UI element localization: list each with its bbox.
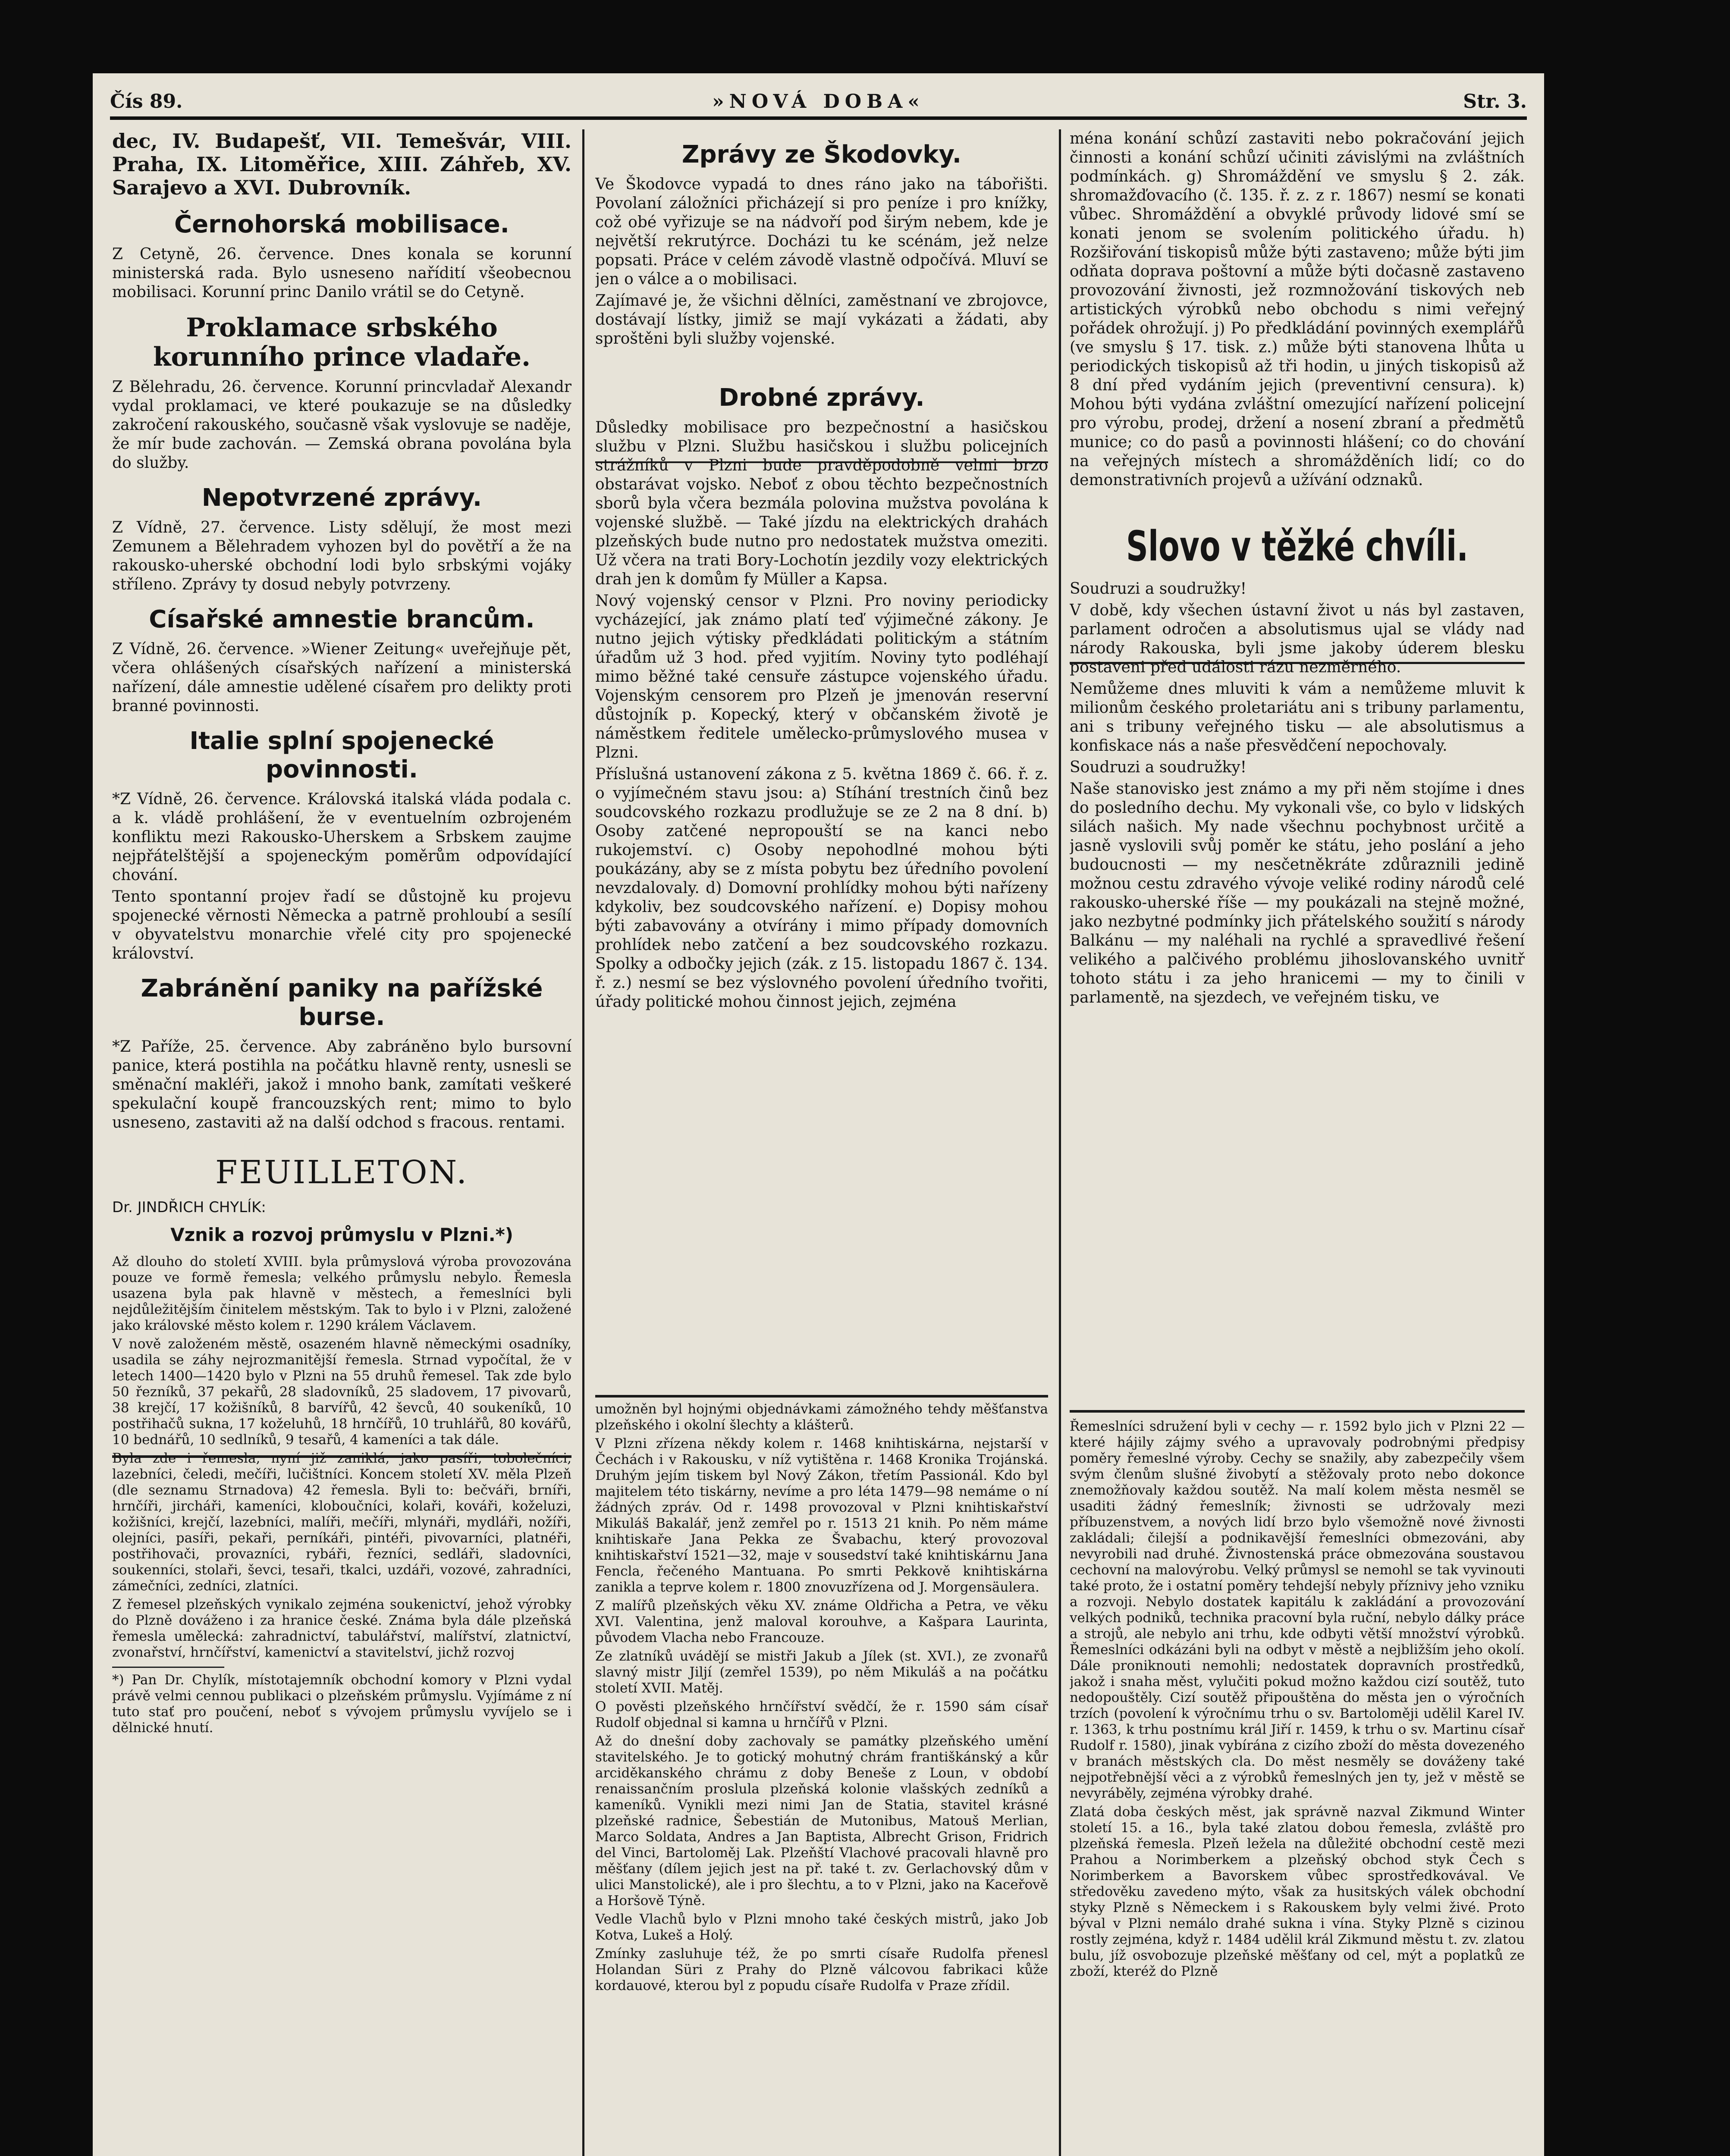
feuilleton-paragraph: Řemeslníci sdružení byli v cechy — r. 1592 bylo jich v Plzni 22 — které hájily zájmy svého a upravovaly podrobnými předpisy poměry řemeslné výroby. Cechy se snažily, aby zabezpečily všem svým členům slušné živobytí a stěžovaly proto nebo dokonce znemožňovaly každou soutěž. Na malí kolem města nesměl se usaditi žádný řemeslník; živnosti se udržovaly mezi příbuzenstvem, a nových lidí brzo bylo všemožně nové živnosti zakládali; čilejší a podnikavější řemeslníci obmezováni, aby nevyrobili nad druhé. Živnostenská práce obmezována soustavou cechovní na malovýrobu. Velký průmysl se nemohl se tak vyvinouti také proto, že i ostatní poměry tehdejší nebyly příznivy jeho vzniku a rozvoji. Nebylo dostatek kapitálu k zakládání a provozování velkých podniků, technika pracovní byla ruční, nebylo dálky práce a strojů, ale nebylo ani trhu, kde odbyti větší množství výrobků. Řemeslníci odkázáni byli na odbyt v městě a nejbližším jeho okolí. Dále proniknouti nemohli; nedostatek dopravních prostředků, jakož i snaha měst, vylučiti pokud možno každou cizí soutěž, tuto nedopouštěly. Cizí soutěž připouštěna do města jen o výročních trzích (povolení k výročnímu trhu o sv. Bartoloměji udělil Karel IV. r. 1363, k trhu postnímu král Jiří r. 1459, k trhu o sv. Martinu císař Rudolf r. 1580), jinak vybírána z cizího zboží do města dovezeného v branách městských cla. Do měst nesměly se dováženy také nejpotřebnější věci a z výrobků řemeslných jen ty, jež v městě se nevyráběly, zejména výrobky drahé. (1070, 1419, 1525, 1801)
article-italy-2: Tento spontanní projev řadí se důstojně ku projevu spojenecké věrnosti Německa a patrně prohloubí a sesílí v obyvatelstvu monarchie vřelé city pro spojenecké království. (112, 888, 571, 962)
feuilleton-paragraph: Až do dnešní doby zachovaly se památky plzeňského umění stavitelského. Je to gotický mohutný chrám františkánský a kůr arciděkanského chrámu z doby Beneše z Loun, v období renaissančním proslula plzeňská kolonie vlašských zedníků a kameníků. Vynikli mezi nimi Jan de Statia, stavitel krásné plzeňské radnice, Šebestián de Mutonibus, Matouš Merlian, Marco Soldata, Andres a Jan Baptista, Albrecht Grison, Fridrich del Vinci, Bartoloměj Lak. Plzeňští Vlachové pracovali hlavně pro měšťany (dílem jejich jest na př. také t. zv. Gerlachovský dům v ulici Manstolické), ale i pro šlechtu, a to v Plzni, jako na Kaceřově a Horšově Týně. (595, 1733, 1048, 1908)
feuilleton-paragraph: O pověsti plzeňského hrnčířství svědčí, že r. 1590 sám císař Rudolf objednal si kamna u hrnčířů v Plzni. (595, 1699, 1048, 1730)
headline-amnesty: Císařské amnestie brancům. (149, 605, 535, 633)
column-c (1070, 129, 1525, 1423)
feuilleton-paragraph: Vedle Vlachů bylo v Plzni mnoho také českých mistrů, jako Job Kotva, Lukeš a Holý. (595, 1912, 1048, 1943)
appeal-paragraph: Naše stanovisko jest známo a my při něm stojíme i dnes do posledního dechu. My vykonali vše, co bylo v lidských silách našich. My nade všechnu pochybnost určitě a jasně vyslovili svůj poměr ke státu, jeho poslání a jeho budoucnosti — my nesčetněkráte zdůraznili jedině možnou cestu zdravého vývoje veliké rodiny národů celé rakousko-uherské říše — my poukázali na stejně možné, jako nezbytné podmínky jich přátelského soužití s národy Balkánu — my naléhali na rychlé a spravedlivé řešení velikého a palčivého problému jihoslovanského uvnitř tohoto státu i za jeho hranicemi — my to činili v parlamentě, na sjezdech, ve veřejném tisku, ve (1070, 780, 1525, 1006)
feuilleton-paragraph: V nově založeném městě, osazeném hlavně německými osadníky, usadila se záhy nejrozmanitější řemesla. Strnad vypočítal, že v letech 1400—1420 bylo v Plzni na 55 druhů řemesel. Tak zde bylo 50 řezníků, 37 pekařů, 28 sladovníků, 25 sladovem, 17 pivovarů, 38 krejčí, 17 kožišníků, 8 barvířů, 42 ševců, 40 soukeníků, 10 postřihačů sukna, 17 koželuhů, 18 hrnčířů, 10 truhlářů, 80 kovářů, 10 bednářů, 10 sedlníků, 9 tesařů, 4 kameníci a tak dále. (112, 1336, 571, 1448)
headline-proclamation: Proklamace srbského korunního prince vladaře. (153, 313, 531, 372)
feuilleton-paragraph: Z malířů plzeňských věku XV. známe Oldřicha a Petra, ve věku XVI. Valentina, jenž maloval korouhve, a Kašpara Laurinta, původem Vlacha nebo Francouze. (595, 1598, 1048, 1645)
headline-word-in-hard-times: Slovo v těžké chvíli. (1126, 522, 1469, 570)
column-c-feuilleton (1070, 1419, 1525, 2156)
headline-paris: Zabránění paniky na pařížské burse. (141, 975, 543, 1031)
headline-brief-news: Drobné zprávy. (719, 384, 925, 412)
headline-montenegro: Černohorská mobilisace. (174, 210, 509, 238)
brief-law: Příslušná ustanovení zákona z 5. května 1869 č. 66. ř. z. o vyjímečném stavu jsou: a) Stíhání trestních činů bez soudcovského rozkazu prodlužuje se ze 2 na 8 dní. b) Osoby zatčené nepropouští se na kanci nebo rukojemství. c) Osoby nepohodlné mohou býti poukázány, aby se z místa pobytu bez úředního povolení nevzdalovaly. d) Domovní prohlídky mohou býti nařízeny kdykoliv, bez soudcovského nařízení. e) Dopisy mohou býti zabavovány a otvírány i mimo případy domovních prohlídek nebo zatčení a bez soudcovského rozkazu. Spolky a odbočky jejich (zák. z 15. listopadu 1867 č. 134. ř. z.) nesmí se bez výslovného povolení úředního tvořiti, úřady politické mohou činnost jejich, zejména (595, 765, 1048, 1011)
article-montenegro: Z Cetyně, 26. července. Dnes konala se korunní ministerská rada. Bylo usneseno nařídití všeobecnou mobilisaci. Korunní princ Danilo vrátil se do Cetyně. (112, 245, 571, 301)
article-italy-1: *Z Vídně, 26. července. Královská italská vláda podala c. a k. vládě prohlášení, že v eventuelním ozbrojeném konfliktu mezi Rakousko-Uherskem a Srbskem zaujme nejpřátelštější a spojeneckým poměrům odpovídající chování. (112, 790, 571, 884)
article-skodovka-1: Ve Škodovce vypadá to dnes ráno jako na tábořišti. Povolaní záložníci přicházejí si pro peníze i pro knížky, což obé vyřizuje se na nádvoří pod širým nebem, kde je největší rekrutýrce. Docházi tu ke scénám, jež nelze popsati. Práce v celém závodě vlastně odpočívá. Mluví se jen o válce a o mobilisaci. (595, 175, 1048, 288)
headline-unconfirmed: Nepotvrzené zprávy. (201, 484, 482, 512)
appeal-paragraph: V době, kdy všechen ústavní život u nás byl zastaven, parlament odročen a absolutismus ujal se vlády nad národy Rakouska, byli jsme jakoby úderem blesku postaveni před události rázu nezměrného. (1070, 602, 1525, 676)
feuilleton-paragraph: Ze zlatníků uvádějí se mistři Jakub a Jílek (st. XVI.), ze zvonařů slavný mistr Jiljí (zemřel 1539), po něm Mikuláš a na počátku století XVII. Matěj. (595, 1648, 1048, 1696)
list-continued: dec, IV. Budapešť, VII. Temešvár, VIII. Praha, IX. Litoměřice, XIII. Záhřeb, XV. Sarajevo a XVI. Dubrovník. (112, 129, 571, 199)
feuilleton-paragraph: Až dlouho do století XVIII. byla průmyslová výroba provozována pouze ve formě řemesla; velkého průmyslu nebylo. Řemesla usazena byla pak hlavně v městech, a řemeslníci byli nejdůležitějším činitelem městským. Tak to bylo i v Plzni, založené jako královské město kolem r. 1290 králem Václavem. (112, 1254, 571, 1333)
feuilleton-paragraph: V Plzni zřízena někdy kolem r. 1468 knihtiskárna, nejstarší v Čechách i v Rakousku, v níž vytištěna r. 1468 Kronika Trojánská. Druhým jejím tiskem byl Nový Zákon, třetím Passionál. Kdo byl majitelem této tiskárny, nevíme a pro léta 1479—98 nemáme o ní žádných zpráv. Od r. 1498 provozoval v Plzni knihtiskařství Mikuláš Bakalář, jenž zemřel po r. 1513 21 knih. Po něm máme knihtiskaře Jana Pekka ze Švabachu, který provozoval knihtiskařství 1521—32, maje v sousedství také knihtiskárnu Jana Fencla, řečeného Mantuana. Po smrti Pekkově knihtiskárna zanikla a teprve kolem r. 1800 znovuzřízena od J. Morgensäulera. (595, 1436, 1048, 1595)
feuilleton-paragraph: Byla zde i řemesla, nyní již zaniklá, jako pasíři, tobolečníci, lazebníci, čeledi, mečíři, lučištníci. Koncem století XV. měla Plzeň (dle seznamu Strnadova) 42 řemesla. Byli to: bečváři, brníři, hrnčíři, jircháři, kameníci, kloboučníci, kolaři, kováři, koželuzi, kožišníci, krejčí, lazebníci, malíři, mečíři, mlynáři, mydláři, nožíři, olejníci, pasíři, pekaři, perníkáři, pintéři, pivovarníci, platnéři, postřihovači, provazníci, rybáři, řezníci, sedláři, sladovníci, soukenníci, stolaři, ševci, tesaři, tkalci, uzdáři, vozové, zahradníci, zámečníci, zedníci, zlatníci. (112, 1451, 571, 1594)
feuilleton-paragraph: Zmínky zasluhuje též, že po smrti císaře Rudolfa přenesl Holandan Süri z Prahy do Plzně válcovou fabrikaci kůže kordauové, kterou byl z popudu císaře Rudolfa v Praze zřídil. (595, 1946, 1048, 1993)
issue-number: Čís 89. (110, 91, 183, 113)
appeal-paragraph: Nemůžeme dnes mluviti k vám a nemůžeme mluvit k milionům českého proletariátu ani s tribuny parlamentu, ani s tribuny veřejného tisku — ale absolutismus a konfiskace nás a naše přesvědčení nepochovaly. (1070, 680, 1525, 755)
article-proclamation: Z Bělehradu, 26. července. Korunní princvladař Alexandr vydal proklamaci, ve které poukazuje se na důsledky zakročení rakouského, současně však vyslovuje se naděje, že mír bude zachován. — Zemská obrana povolána byla do služby. (112, 378, 571, 472)
newspaper-page (93, 73, 1544, 2156)
page-number: Str. 3. (1463, 91, 1527, 113)
headline-italy: Italie splní spojenecké povinnosti. (189, 727, 494, 783)
feuilleton-paragraph: umožněn byl hojnými objednávkami zámožného tehdy měšťanstva plzeňského i okolní šlechty a klášterů. (595, 1401, 1048, 1433)
feuilleton-heading: FEUILLETON. (215, 1154, 468, 1191)
feuilleton-title: Vznik a rozvoj průmyslu v Plzni.*) (170, 1224, 513, 1245)
column-b (595, 129, 1048, 1388)
salutation: Soudruzi a soudružky! (1070, 580, 1247, 598)
feuilleton-author: Dr. JINDŘICH CHYLÍK: (112, 1199, 266, 1216)
footnote: *) Pan Dr. Chylík, místotajemník obchodní komory v Plzni vydal právě velmi cennou publikaci o plzeňském průmyslu. Vyjímáme z ní tuto stať pro poučení, neboť s vývojem průmyslu vyvíjelo se i dělnické hnutí. (112, 1672, 571, 1736)
feuilleton-body (112, 1254, 571, 1736)
newspaper-title: »NOVÁ DOBA« (712, 91, 925, 113)
masthead-rule (110, 116, 1527, 120)
masthead (110, 85, 1527, 119)
brief-mobilisation: Důsledky mobilisace pro bezpečnostní a hasičskou službu v Plzni. Službu hasičskou i službu policejních strážníků v Plzni bude pravděpodobně velmi brzo obstarávat vojsko. Neboť z obou těchto bezpečnostních sborů byla včera bezmála polovina mužstva povolána k vojenské službě. — Také jízdu na elektrických drahách plzeňských bude nutno pro nedostatek mužstva omeziti. Už včera na trati Bory-Lochotín jezdily vozy elektrických drah jen k domům fy Müller a Kapsa. (595, 419, 1048, 588)
footnote-rule (112, 1667, 224, 1668)
feuilleton-paragraph: Z řemesel plzeňských vynikalo zejména soukenictví, jehož výrobky do Plzně dováženo i za hranice české. Známa byla dále plzeňská řemesla umělecká: zahradnictví, tabulářství, malířství, zlatnictví, zvonařství, hrnčířství, kamenictví a stavitelství, jichž rozvoj (112, 1597, 571, 1660)
feuilleton-paragraph: Zlatá doba českých měst, jak správně nazval Zikmund Winter století 15. a 16., byla také zlatou dobou řemesla, zvláště pro plzeňská řemesla. Plzeň ležela na důležité obchodní cestě mezi Prahou a Norimberkem a plzeňský obchod styk Čech s Norimberkem a Bavorskem vůbec sprostředkovával. Ve středověku zavedeno mýto, však za husitských válek obchodní styky Plzně s Německem i s Rakouskem byly velmi živé. Proto býval v Plzni nemálo drahé sukna i vína. Styky Plzně s cizinou rostly zejména, když r. 1484 udělil král Zikmund městu t. zv. zlatou bulu, jíž osvobozuje plzeňské měšťany od cel, mýt a poplatků ze zboží, kteréž do Plzně (1070, 1804, 1525, 1979)
column-b-feuilleton (595, 1401, 1048, 2156)
law-continued: ména konání schůzí zastaviti nebo pokračování jejich činnosti a konání schůzí učiniti závislými na zvláštních podmínkách. g) Shromáždění ve smyslu § 2. zák. shromažďovacího (č. 135. ř. z. z r. 1867) nesmí se konati vůbec. Shromáždění a obvyklé průvody lidové smí se konati jenom se svolením politického úřadu. h) Rozšiřování tiskopisů může býti zastaveno; může býti jim odňata doprava poštovní a může býti dočasně zastaveno provozování živnosti, jež rozmnožování tiskových neb artistických výrobků nebo obchodu s nimi veřejný pořádek ohrožují. j) Po předkládání povinných exemplářů (ve smyslu § 17. tisk. z.) může býti stanovena lhůta u periodických tiskopisů až tři hodin, u jiných tiskopisů až 8 dní před vydáním jejich (preventivní censura). k) Mohou býti vydána zvláštní omezující nařízení policejní pro výrobu, prodej, držení a nosení zbraní a předmětů munice; co do pasů a povinnosti hlášení; co do chování na veřejných místech a shromážděních lidí; co do demonstrativních projevů a užívání odznaků. (1070, 130, 1525, 489)
article-paris: *Z Paříže, 25. července. Aby zabráněno bylo bursovní panice, která postihla na počátku hlavně renty, usnesli se směnační makléři, jakož i mnoho bank, zamítati veškeré spekulační koupě francouzských rent; mimo to bylo usneseno, zastaviti až na další odchod s fracous. rentami. (112, 1038, 571, 1131)
article-amnesty: Z Vídně, 26. července. »Wiener Zeitung« uveřejňuje pět, včera ohlášených císařských nařízení a ministerská nařízení, dále amnestie udělené císařem pro delikty proti branné povinnosti. (112, 640, 571, 715)
salutation: Soudruzi a soudružky! (1070, 758, 1247, 776)
article-unconfirmed: Z Vídně, 27. července. Listy sdělují, že most mezi Zemunem a Bělehradem vyhozen byl do povětří a že na rakousko-uherské obchodní lodi bylo srbskými vojáky stříleno. Zprávy ty dosud nebyly potvrzeny. (112, 519, 571, 593)
colB-separator (595, 1395, 1048, 1398)
column-rule-1 (582, 129, 584, 2156)
headline-skodovka: Zprávy ze Škodovky. (681, 141, 962, 169)
brief-censor: Nový vojenský censor v Plzni. Pro noviny periodicky vycházející, jak známo platí teď výjimečné zákony. Je nutno jejich výtisky předkládati politickým a státním úřadům už 3 hod. před vyjitím. Noviny tyto podléhají mimo běžné také censuře zástupce vojenského úřadu. Vojenským censorem pro Plzeň je jmenován reservní důstojník p. Kopecký, který v občanském životě je náměstkem ředitele umělecko-průmyslového musea v Plzni. (595, 592, 1048, 761)
column-a (112, 129, 571, 2156)
column-rule-2 (1059, 129, 1061, 2156)
article-skodovka-2: Zajímavé je, že všichni dělníci, zaměstnaní ve zbrojovce, dostávají lístky, jimiž se mají vykázati a žádati, aby sproštěni byli služby vojenské. (595, 292, 1048, 348)
